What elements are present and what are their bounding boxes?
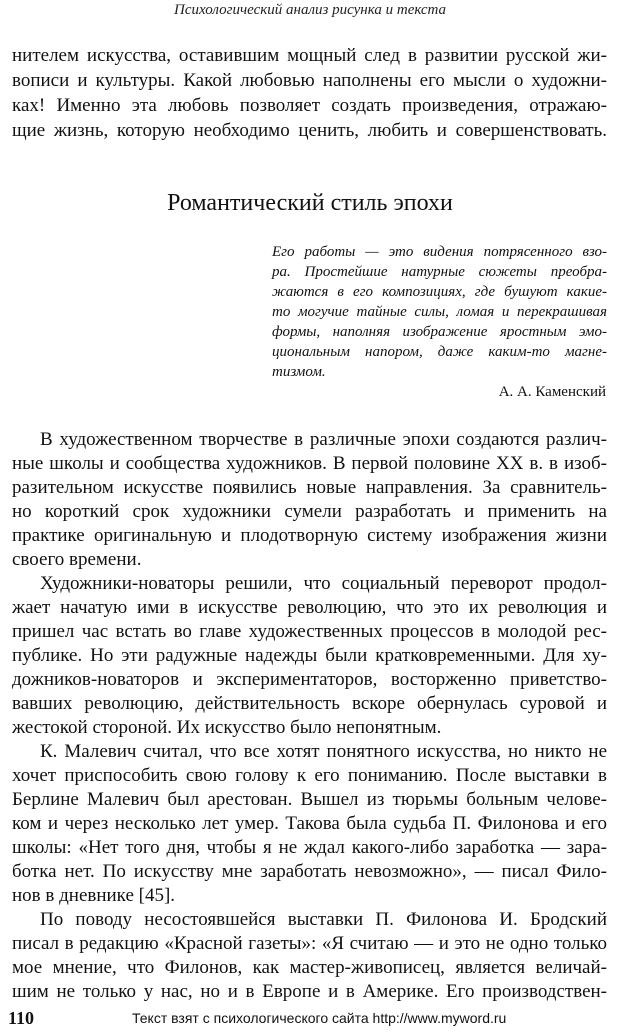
epigraph-author: А. А. Каменский [498, 384, 606, 400]
text-line: школы: «Нет того дня, чтобы я не ждал какого-либо заработка — зара- [12, 837, 607, 858]
running-header: Психологический анализ рисунка и текста [173, 2, 446, 18]
text-line: ные школы и сообщества художников. В первой половине XX в. в изоб- [12, 453, 607, 474]
epigraph-line: циональным напором, даже каким-то магне- [272, 344, 607, 360]
text-line: нов в дневнике [45]. [12, 885, 176, 906]
text-line: дожников-новаторов и экспериментаторов, восторженно приветство- [12, 669, 607, 690]
epigraph-line: ра. Простейшие натурные сюжеты преобра- [272, 264, 607, 280]
text-line: жестокой стороной. Их искусство было непонятным. [12, 717, 442, 738]
epigraph-line: жаются в его композициях, где бушуют какие- [272, 284, 607, 300]
text-line: По поводу несостоявшейся выставки П. Филонова И. Бродский [40, 909, 607, 930]
epigraph-line: формы, наполняя изображение яростным эмо- [272, 324, 607, 340]
text-line: мое мнение, что Филонов, как мастер-живописец, является величай- [12, 957, 607, 978]
text-line: практике оригинальную и плодотворную систему изображения жизни [12, 525, 607, 546]
epigraph-line: тизмом. [272, 364, 326, 380]
text-line: ботка нет. По искусству мне заработать невозможно», — писал Фило- [12, 861, 607, 882]
text-line: К. Малевич считал, что все хотят понятного искусства, но никто не [40, 741, 607, 762]
text-line: хочет приспособить свою голову к его пониманию. После выставки в [12, 765, 607, 786]
page-number: 110 [8, 1008, 35, 1028]
text-line: щие жизнь, которую необходимо ценить, любить и совершенствовать. [12, 120, 607, 141]
text-line: писал в редакцию «Красной газеты»: «Я считаю — и это не одно только [12, 933, 607, 954]
epigraph-line: то могучие тайные силы, ломая и перекрашивая [272, 304, 607, 320]
text-line: публике. Но эти радужные надежды были кратковременными. Для ху- [12, 645, 607, 666]
text-line: жает начатую ими в искусстве революцию, что это их революция и [12, 597, 607, 618]
text-line: вавших революцию, действительность вскоре обернулась суровой и [12, 693, 607, 714]
text-line: но короткий срок художники сумели разработать и применить на [12, 501, 607, 522]
text-line: В художественном творчестве в различные эпохи создаются различ- [40, 429, 607, 450]
text-line: своего времени. [12, 549, 142, 570]
epigraph-line: Его работы — это видения потрясенного взо- [272, 244, 607, 260]
text-line: разительном искусстве появились новые направления. За сравнитель- [12, 477, 607, 498]
text-line: шим не только у нас, но и в Европе и в Америке. Его производствен- [12, 981, 607, 1002]
section-title: Романтический стиль эпохи [167, 190, 453, 216]
source-footer: Текст взят с психологического сайта http://www.myword.ru [132, 1010, 507, 1026]
text-line: пришел час встать во главе художественных процессов в молодой рес- [12, 621, 607, 642]
text-line: ках! Именно эта любовь позволяет создать произведения, отражаю- [12, 95, 607, 116]
text-line: вописи и культуры. Какой любовью наполнены его мысли о художни- [12, 70, 607, 91]
text-line: ком и через несколько лет умер. Такова была судьба П. Филонова и его [12, 813, 607, 834]
text-line: Берлине Малевич был арестован. Вышел из тюрьмы больным челове- [12, 789, 607, 810]
text-line: Художники-новаторы решили, что социальный переворот продол- [40, 573, 607, 594]
text-line: нителем искусства, оставившим мощный след в развитии русской жи- [12, 45, 607, 66]
